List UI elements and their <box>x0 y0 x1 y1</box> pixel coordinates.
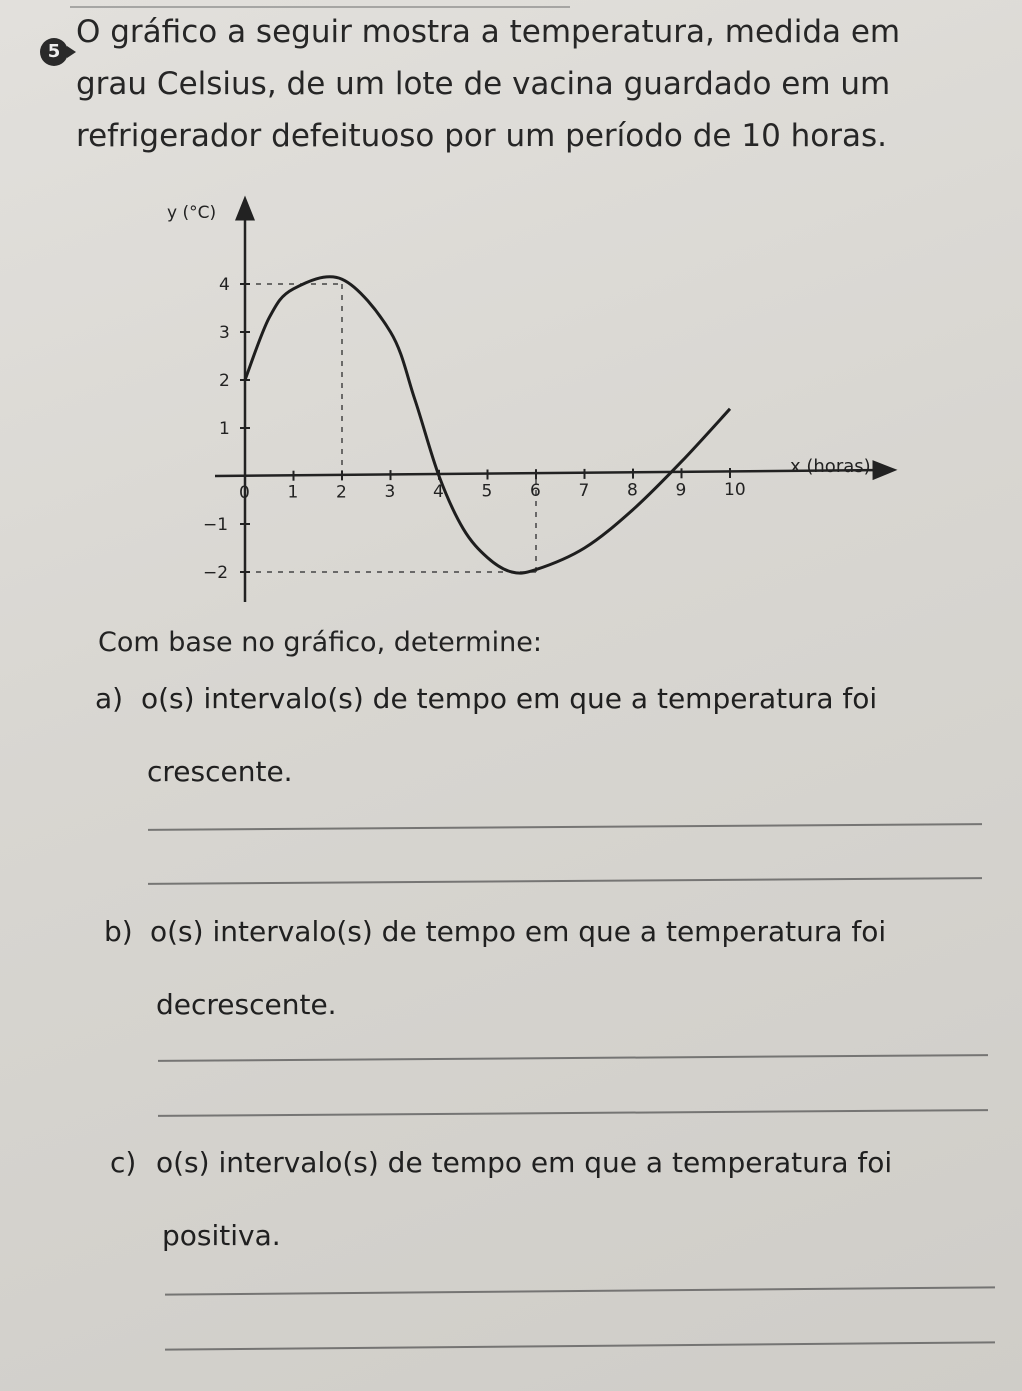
x-tick-label: 6 <box>530 481 541 502</box>
y-tick-label: −1 <box>203 515 229 535</box>
question-lead: Com base no gráfico, determine: <box>98 627 542 658</box>
y-tick-label: 2 <box>219 371 230 391</box>
question-item-b <box>104 915 887 1021</box>
item-text: o(s) intervalo(s) de tempo em que a temperatura foi <box>141 682 878 715</box>
x-tick-label: 2 <box>336 482 347 503</box>
intro-line: refrigerador defeituoso por um período de 10 horas. <box>76 118 888 154</box>
item-text-continued: decrescente. <box>156 988 337 1021</box>
item-text-continued: crescente. <box>147 755 293 788</box>
y-tick-label: 4 <box>219 275 230 295</box>
x-tick-label: 4 <box>433 481 444 502</box>
item-label: b) <box>104 915 133 948</box>
temperature-curve <box>245 277 730 573</box>
question-item-c <box>110 1146 893 1252</box>
answer-line[interactable] <box>158 1054 988 1062</box>
y-tick-label: −2 <box>203 563 229 583</box>
x-tick-label: 3 <box>384 482 396 503</box>
item-text: o(s) intervalo(s) de tempo em que a temperatura foi <box>156 1146 893 1179</box>
y-tick-label: 1 <box>219 419 230 439</box>
x-tick-label: 0 <box>239 483 250 503</box>
x-tick-label: 9 <box>675 480 687 501</box>
answer-line[interactable] <box>148 877 982 885</box>
item-label: a) <box>95 682 124 715</box>
item-text: o(s) intervalo(s) de tempo em que a temperatura foi <box>150 915 887 948</box>
x-axis-label: x (horas) <box>790 456 871 477</box>
x-tick-label: 7 <box>578 480 590 501</box>
problem-number-badge: 5 <box>40 38 68 66</box>
x-tick-label: 10 <box>724 480 746 500</box>
y-tick-label: 3 <box>219 323 230 343</box>
question-item-a <box>95 682 878 788</box>
x-tick-label: 8 <box>627 480 638 501</box>
item-label: c) <box>110 1146 137 1179</box>
x-axis <box>215 470 885 476</box>
temperature-chart <box>167 190 905 610</box>
answer-line[interactable] <box>158 1109 988 1117</box>
intro-line: O gráfico a seguir mostra a temperatura, medida em <box>76 14 901 50</box>
x-tick-label: 5 <box>481 481 493 502</box>
answer-line[interactable] <box>165 1341 995 1350</box>
intro-line: grau Celsius, de um lote de vacina guardado em um <box>76 66 891 102</box>
answer-line[interactable] <box>148 823 982 831</box>
problem-intro <box>76 6 976 162</box>
y-axis-label: y (°C) <box>167 203 217 223</box>
x-tick-label: 1 <box>287 482 299 503</box>
item-text-continued: positiva. <box>162 1219 281 1252</box>
answer-line[interactable] <box>165 1286 995 1295</box>
